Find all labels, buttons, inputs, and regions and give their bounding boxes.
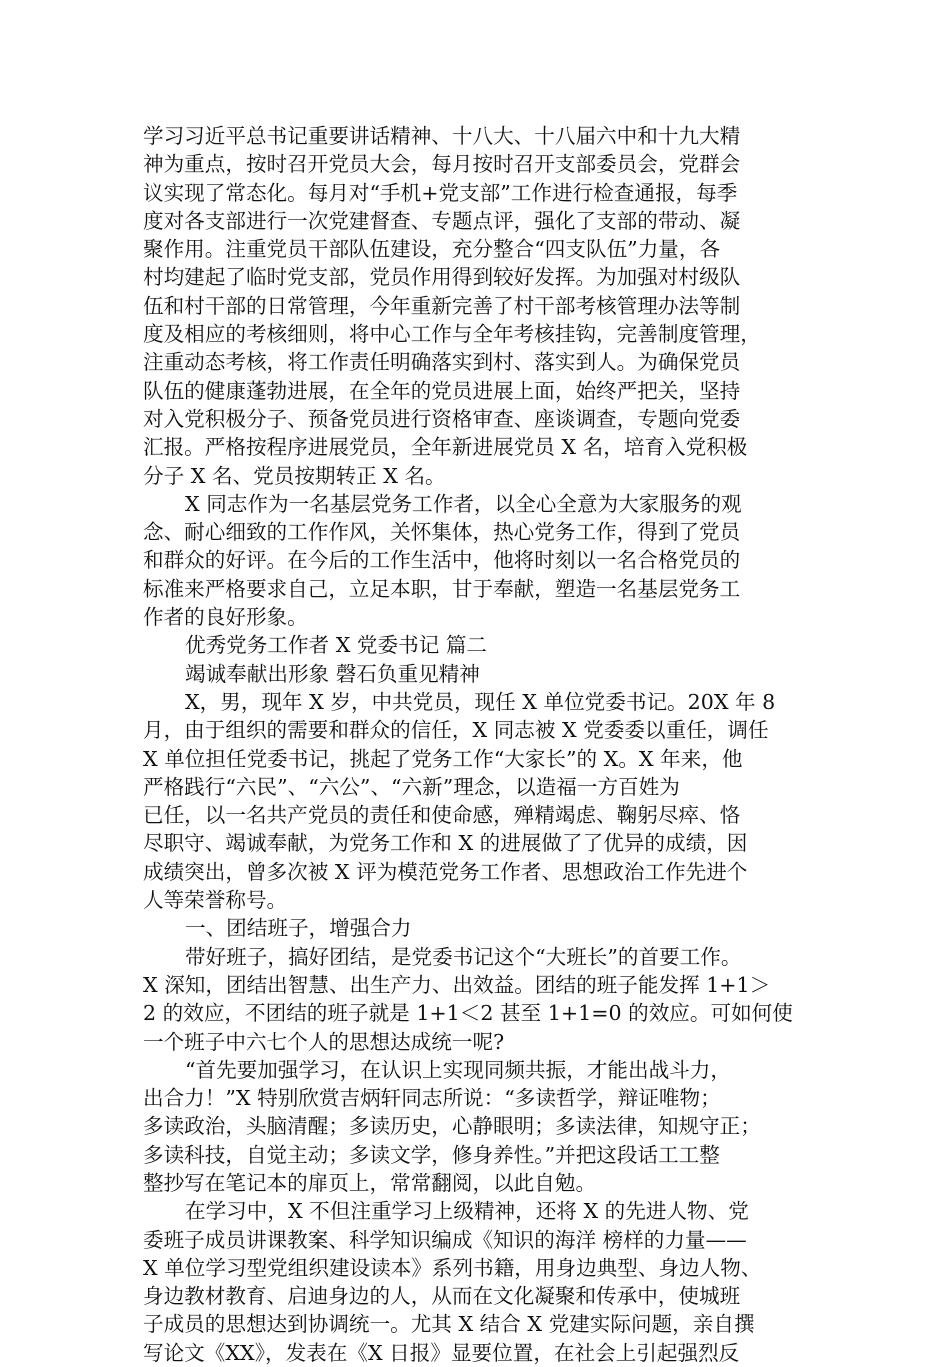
text-line: 伍和村干部的日常管理，今年重新完善了村干部考核管理办法等制	[143, 293, 741, 318]
text-line: 严格践行“六民”、“六公”、“六新”理念，以造福一方百姓为	[143, 774, 680, 799]
text-line: 多读科技，自觉主动；多读文学，修身养性。”并把这段话工工整	[143, 1142, 720, 1167]
text-line: 月，由于组织的需要和群众的信任，X 同志被 X 党委委以重任，调任	[143, 718, 769, 743]
text-line: 竭诚奉献出形象 磬石负重见精神	[185, 661, 480, 686]
text-line: 聚作用。注重党员干部队伍建设，充分整合“四支队伍”力量，各	[143, 237, 721, 262]
text-line: 身边教材教育、启迪身边的人，从而在文化凝聚和传承中，使城班	[143, 1284, 741, 1309]
text-line: 2 的效应，不团结的班子就是 1+1＜2 甚至 1+1=0 的效应。可如何使	[143, 1001, 793, 1026]
text-line: 子成员的思想达到协调统一。尤其 X 结合 X 党建实际问题，亲自撰	[143, 1312, 755, 1337]
text-line: 优秀党务工作者 X 党委书记 篇二	[185, 633, 488, 658]
text-line: “首先要加强学习，在认识上实现同频共振，才能出战斗力，	[185, 1057, 731, 1082]
text-line: 一、团结班子，增强合力	[185, 916, 412, 941]
text-line: X，男，现年 X 岁，中共党员，现任 X 单位党委书记。20X 年 8	[185, 689, 776, 714]
text-line: X 同志作为一名基层党务工作者，以全心全意为大家服务的观	[185, 491, 742, 516]
text-line: 议实现了常态化。每月对“手机+党支部”工作进行检查通报，每季	[143, 180, 738, 205]
text-line: 注重动态考核，将工作责任明确落实到村、落实到人。为确保党员	[143, 350, 741, 375]
text-line: 度及相应的考核细则，将中心工作与全年考核挂钩，完善制度管理，	[143, 322, 761, 347]
text-line: X 单位学习型党组织建设读本》系列书籍，用身边典型、身边人物、	[143, 1255, 762, 1280]
text-line: 带好班子，搞好团结，是党委书记这个“大班长”的首要工作。	[185, 944, 742, 969]
text-line: 作者的良好形象。	[143, 605, 308, 630]
text-line: 学习习近平总书记重要讲话精神、十八大、十八届六中和十九大精	[143, 124, 741, 148]
text-line: 和群众的好评。在今后的工作生活中，他将时刻以一名合格党员的	[143, 548, 741, 573]
text-line: 村均建起了临时党支部，党员作用得到较好发挥。为加强对村级队	[143, 265, 741, 290]
text-line: 队伍的健康蓬勃进展，在全年的党员进展上面，始终严把关，坚持	[143, 378, 741, 403]
text-line: 出合力！”X 特别欣赏吉炳轩同志所说：“多读哲学，辩证唯物；	[143, 1086, 721, 1111]
text-line: 神为重点，按时召开党员大会，每月按时召开支部委员会，党群会	[143, 152, 741, 177]
text-line: 在学习中，X 不但注重学习上级精神，还将 X 的先进人物、党	[185, 1199, 749, 1224]
text-line: 分子 X 名、党员按期转正 X 名。	[143, 463, 446, 488]
text-line: 写论文《XX》，发表在《X 日报》显要位置，在社会上引起强烈反	[143, 1340, 740, 1365]
text-line: 标准来严格要求自己，立足本职，甘于奉献，塑造一名基层党务工	[143, 576, 741, 601]
text-line: X 单位担任党委书记，挑起了党务工作“大家长”的 X。X 年来，他	[143, 746, 743, 771]
text-line: 多读政治，头脑清醒；多读历史，心静眼明；多读法律，知规守正；	[143, 1114, 761, 1139]
text-line: 成绩突出，曾多次被 X 评为模范党务工作者、思想政治工作先进个	[143, 859, 748, 884]
text-line: 已任，以一名共产党员的责任和使命感，殚精竭虑、鞠躬尽瘁、恪	[143, 803, 741, 828]
text-line: 一个班子中六七个人的思想达成统一呢?	[143, 1029, 505, 1054]
text-line: 人等荣誉称号。	[143, 888, 288, 913]
text-line: X 深知，团结出智慧、出生产力、出效益。团结的班子能发挥 1+1＞	[143, 972, 771, 997]
text-line: 委班子成员讲课教案、科学知识编成《知识的海洋 榜样的力量——	[143, 1227, 747, 1252]
document-body	[143, 122, 811, 1367]
text-line: 度对各支部进行一次党建督查、专题点评，强化了支部的带动、凝	[143, 208, 741, 233]
text-line: 汇报。严格按程序进展党员，全年新进展党员 X 名，培育入党积极	[143, 435, 748, 460]
text-line: 对入党积极分子、预备党员进行资格审查、座谈调查，专题向党委	[143, 406, 741, 431]
text-line: 尽职守、竭诚奉献，为党务工作和 X 的进展做了了优异的成绩，因	[143, 831, 748, 856]
text-line: 念、耐心细致的工作作风，关怀集体，热心党务工作，得到了党员	[143, 520, 741, 545]
text-line: 整抄写在笔记本的扉页上，常常翻阅，以此自勉。	[143, 1170, 597, 1195]
